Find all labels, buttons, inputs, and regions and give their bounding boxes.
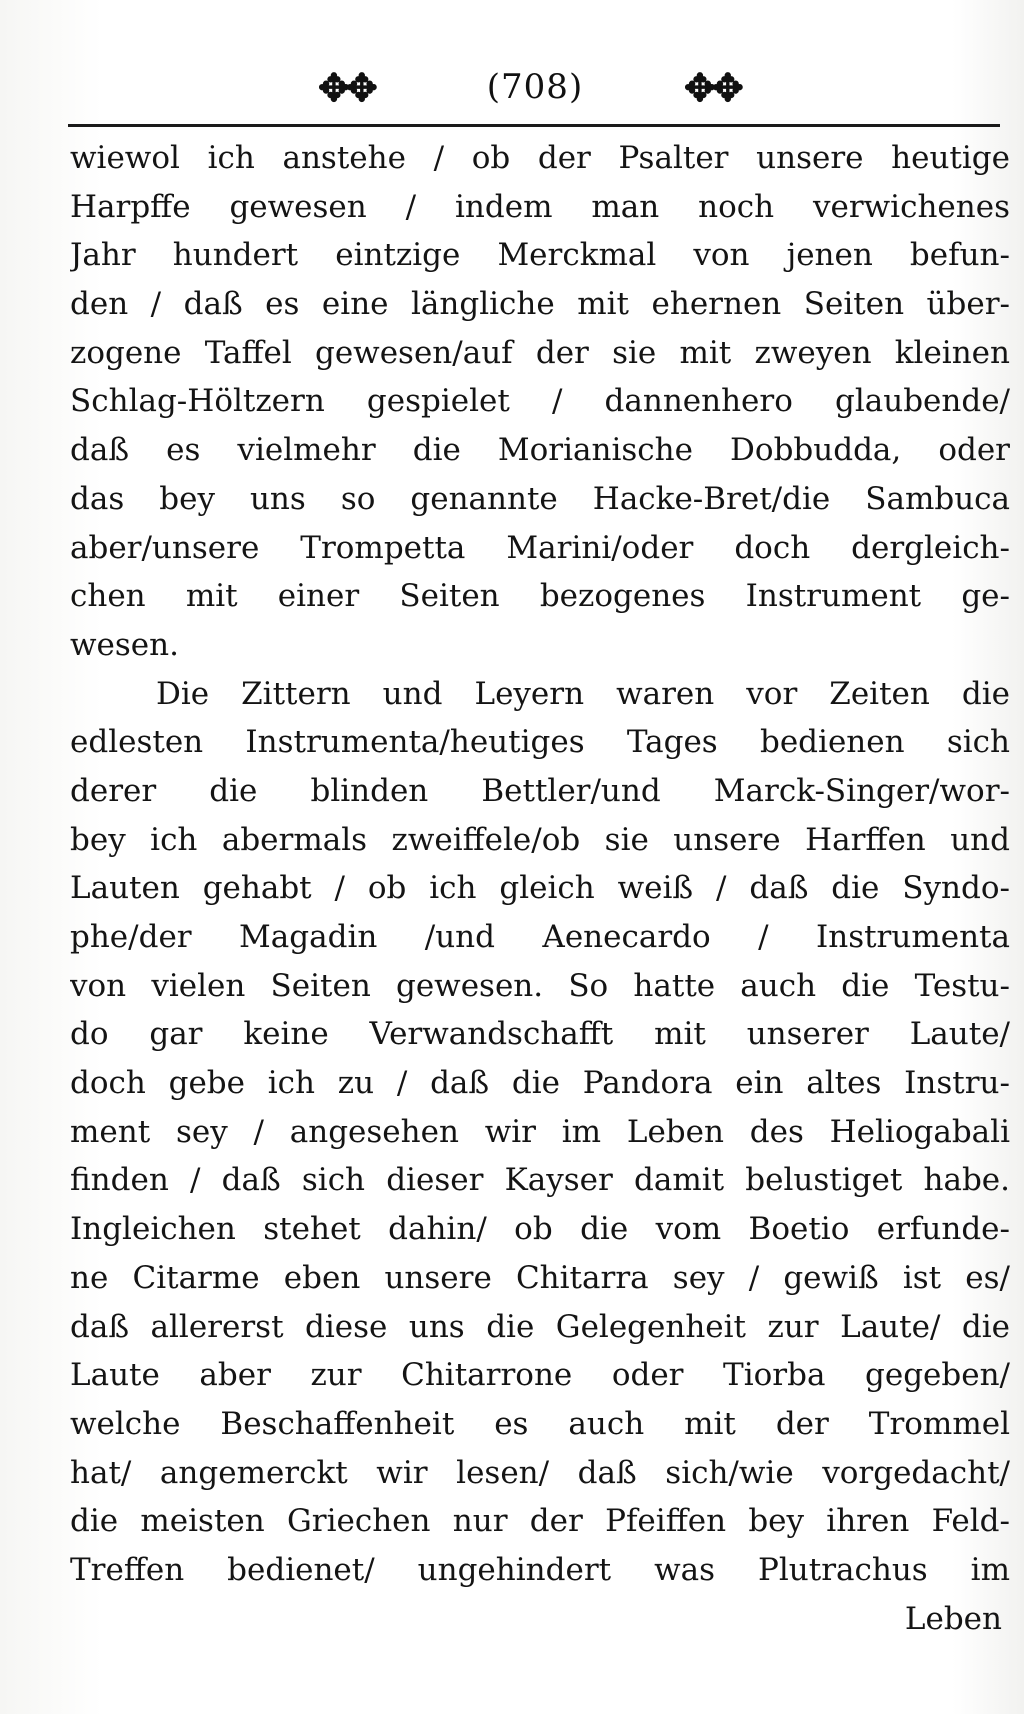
page-header: [70, 62, 1000, 114]
text-line: Harpffe gewesen / indem man noch verwichenes: [70, 188, 1010, 225]
text-line: welche Beschaffenheit es auch mit der Trommel: [70, 1405, 1010, 1442]
text-line: ment sey / angesehen wir im Leben des Heliogabali: [70, 1113, 1010, 1150]
text-line: Treffen bedienet/ ungehindert was Plutrachus im: [70, 1551, 1010, 1588]
right-ornament-icon: ✥✥: [684, 65, 740, 110]
text-line: wiewol ich anstehe / ob der Psalter unsere heutige: [70, 140, 1010, 176]
text-line: Lauten gehabt / ob ich gleich weiß / daß die Syndo-: [70, 870, 1010, 907]
text-line: chen mit einer Seiten bezogenes Instrument ge-: [70, 578, 1010, 615]
body-text: [70, 134, 1010, 1643]
text-line: doch gebe ich zu / daß die Pandora ein altes Instru-: [70, 1065, 1010, 1102]
text-line: finden / daß sich dieser Kayser damit belustiget habe.: [70, 1162, 1010, 1199]
text-line: zogene Taffel gewesen/auf der sie mit zweyen kleinen: [70, 334, 1010, 371]
text-line: edlesten Instrumenta/heutiges Tages bedienen sich: [70, 724, 1010, 761]
text-line: Laute aber zur Chitarrone oder Tiorba gegeben/: [70, 1357, 1010, 1394]
paragraph-start-line: Die Zittern und Leyern waren vor Zeiten die: [156, 675, 1010, 712]
text-line: das bey uns so genannte Hacke-Bret/die Sambuca: [70, 480, 1010, 517]
text-line: bey ich abermals zweiffele/ob sie unsere Harffen und: [70, 821, 1010, 858]
paragraph-end-line: wesen.: [70, 626, 179, 663]
text-line: Ingleichen stehet dahin/ ob die vom Boetio erfunde-: [70, 1211, 1010, 1248]
text-line: phe/der Magadin /und Aenecardo / Instrumenta: [70, 919, 1010, 955]
text-line: daß es vielmehr die Morianische Dobbudda, oder: [70, 432, 1010, 469]
text-line: derer die blinden Bettler/und Marck-Singer/wor-: [70, 772, 1010, 809]
page-number: (708): [486, 67, 584, 107]
text-line: do gar keine Verwandschafft mit unserer Laute/: [70, 1016, 1010, 1053]
text-line: ne Citarme eben unsere Chitarra sey / gewiß ist es/: [70, 1259, 1010, 1296]
text-line: aber/unsere Trompetta Marini/oder doch dergleich-: [70, 529, 1010, 566]
catchword: Leben: [904, 1600, 1002, 1637]
text-line: den / daß es eine längliche mit ehernen Seiten über-: [70, 286, 1010, 323]
text-line: Schlag-Höltzern gespielet / dannenhero glaubende/: [70, 383, 1010, 420]
text-line: die meisten Griechen nur der Pfeiffen bey ihren Feld-: [70, 1503, 1010, 1540]
header-rule: [68, 124, 1000, 127]
text-line: von vielen Seiten gewesen. So hatte auch die Testu-: [70, 967, 1010, 1004]
text-line: hat/ angemerckt wir lesen/ daß sich/wie vorgedacht/: [70, 1454, 1010, 1491]
text-line: daß allererst diese uns die Gelegenheit zur Laute/ die: [70, 1308, 1010, 1345]
text-line: Jahr hundert eintzige Merckmal von jenen befun-: [70, 237, 1010, 274]
left-ornament-icon: ✥✥: [318, 65, 374, 110]
